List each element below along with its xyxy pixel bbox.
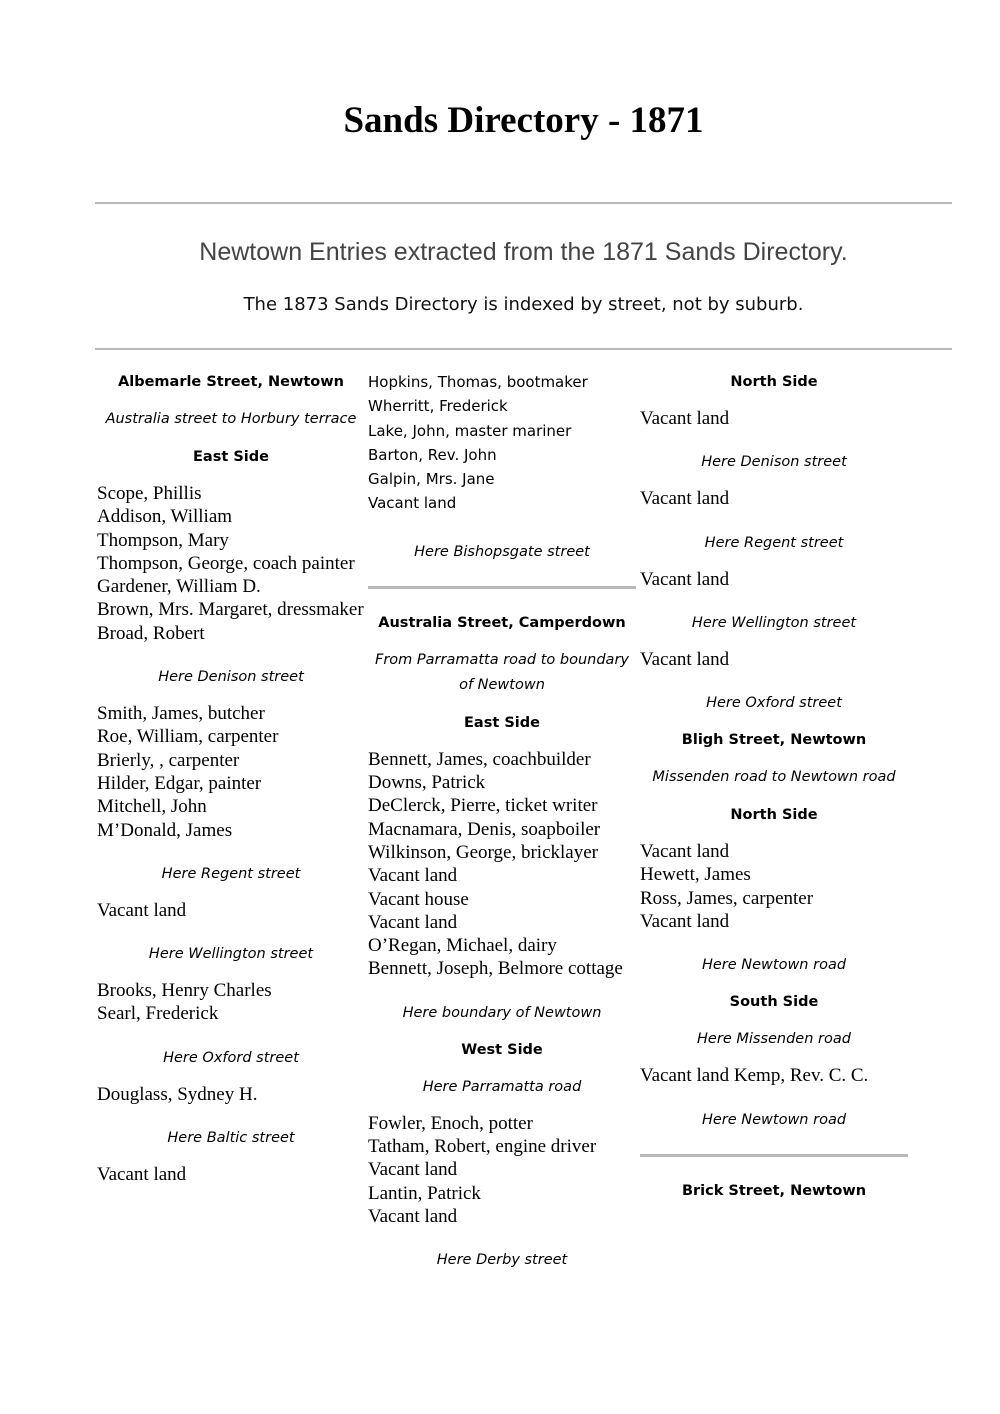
- entry-list: [640, 407, 908, 430]
- directory-entry: Vacant land: [640, 408, 730, 429]
- cross-street-marker: Here Wellington street: [148, 946, 314, 963]
- directory-entry: Vacant land: [97, 1164, 187, 1186]
- directory-entry: M’Donald, James: [97, 819, 233, 841]
- cross-street-marker: Here Newtown road: [701, 957, 847, 974]
- directory-entry: Fowler, Enoch, potter: [368, 1112, 533, 1134]
- directory-entry: Broad, Robert: [97, 622, 205, 644]
- directory-entry: Addison, William: [97, 506, 233, 528]
- directory-entry: Douglass, Sydney H.: [97, 1083, 258, 1105]
- directory-entry: Wilkinson, George, bricklayer: [368, 841, 598, 863]
- cross-street-marker: Here Newtown road: [701, 1111, 847, 1128]
- street-extent: From Parramatta road to boundary of Newtown: [374, 651, 629, 693]
- directory-entry: Tatham, Robert, engine driver: [368, 1136, 597, 1158]
- cross-street-marker: Here Wellington street: [691, 614, 857, 631]
- directory-entry: Hilder, Edgar, painter: [97, 772, 262, 794]
- entry-list: [368, 370, 636, 516]
- directory-entry: Lantin, Patrick: [368, 1182, 481, 1204]
- street-divider: [640, 1154, 908, 1157]
- street-extent: Australia street to Horbury terrace: [105, 411, 357, 427]
- directory-entry: Vacant land: [97, 899, 187, 921]
- header-rule: [95, 202, 952, 204]
- directory-entry: Vacant land: [368, 911, 458, 933]
- entry-list: [368, 1112, 636, 1228]
- side-heading: North Side: [730, 374, 818, 390]
- entry-list: [97, 482, 365, 645]
- entry-list: [97, 1163, 365, 1186]
- entry-list: [640, 840, 908, 933]
- street-heading: Brick Street, Newtown: [681, 1182, 867, 1199]
- directory-entry: Galpin, Mrs. Jane: [368, 470, 495, 489]
- street-extent: Missenden road to Newtown road: [652, 769, 896, 786]
- cross-street-marker: Here Parramatta road: [422, 1078, 582, 1095]
- column-3: [640, 370, 908, 1216]
- cross-street-marker: Here boundary of Newtown: [402, 1004, 602, 1021]
- directory-entry: Downs, Patrick: [368, 772, 486, 794]
- directory-entry: Vacant land Kemp, Rev. C. C.: [640, 1065, 869, 1087]
- directory-entry: Vacant land: [640, 841, 730, 863]
- page-subtitle: Newtown Entries extracted from the 1871 Sands Directory.: [199, 238, 848, 266]
- directory-entry: Searl, Frederick: [97, 1003, 219, 1025]
- directory-entry: Smith, James, butcher: [97, 703, 265, 725]
- street-heading: Bligh Street, Newtown: [681, 732, 867, 749]
- cross-street-marker: Here Denison street: [158, 669, 304, 686]
- entry-list: [640, 648, 908, 671]
- directory-entry: Brierly, , carpenter: [97, 749, 240, 771]
- directory-entry: Macnamara, Denis, soapboiler: [368, 818, 601, 840]
- directory-entry: Thompson, Mary: [97, 529, 229, 551]
- index-note: The 1873 Sands Directory is indexed by street, not by suburb.: [243, 294, 804, 315]
- directory-entry: Bennett, James, coachbuilder: [368, 748, 591, 770]
- directory-entry: Vacant land: [368, 865, 458, 887]
- directory-entry: Wherritt, Frederick: [368, 397, 508, 416]
- side-heading: West Side: [461, 1041, 543, 1058]
- entry-list: [640, 568, 908, 591]
- directory-entry: Vacant land: [640, 911, 730, 933]
- directory-entry: Brown, Mrs. Margaret, dressmaker: [97, 599, 364, 621]
- entry-list: [97, 979, 365, 1026]
- entry-list: [368, 748, 636, 981]
- side-heading: North Side: [730, 807, 818, 824]
- directory-entry: Brooks, Henry Charles: [97, 980, 272, 1002]
- directory-entry: Bennett, Joseph, Belmore cottage: [368, 958, 623, 980]
- directory-entry: Barton, Rev. John: [368, 445, 497, 464]
- side-heading: East Side: [464, 714, 540, 731]
- directory-entry: Vacant land: [368, 494, 457, 513]
- street-heading: Australia Street, Camperdown: [378, 614, 626, 631]
- directory-entry: Vacant land: [640, 488, 730, 510]
- entry-list: [640, 1064, 908, 1087]
- directory-entry: Vacant land: [368, 1159, 458, 1181]
- cross-street-marker: Here Derby street: [436, 1252, 568, 1269]
- directory-entry: Vacant land: [640, 568, 730, 590]
- cross-street-marker: Here Baltic street: [167, 1130, 295, 1147]
- cross-street-marker: Here Missenden road: [697, 1031, 851, 1048]
- directory-entry: Hewett, James: [640, 864, 751, 886]
- street-divider: [368, 586, 636, 589]
- directory-entry: O’Regan, Michael, dairy: [368, 935, 557, 957]
- entry-list: [97, 1083, 365, 1106]
- directory-entry: DeClerck, Pierre, ticket writer: [368, 795, 598, 817]
- directory-entry: Roe, William, carpenter: [97, 726, 279, 748]
- entry-list: [97, 702, 365, 842]
- page-title: Sands Directory - 1871: [343, 100, 704, 141]
- column-2: [368, 370, 636, 1285]
- cross-street-marker: Here Oxford street: [706, 695, 842, 712]
- directory-entry: Gardener, William D.: [97, 576, 261, 598]
- directory-entry: Vacant house: [368, 888, 469, 910]
- directory-entry: Thompson, George, coach painter: [97, 552, 355, 574]
- entry-list: [97, 899, 365, 922]
- directory-entry: Ross, James, carpenter: [640, 887, 814, 909]
- cross-street-marker: Here Bishopsgate street: [414, 543, 590, 560]
- side-heading: South Side: [729, 994, 819, 1011]
- directory-entry: Vacant land: [640, 648, 730, 670]
- cross-street-marker: Here Regent street: [704, 534, 844, 551]
- cross-street-marker: Here Denison street: [701, 454, 847, 471]
- directory-entry: Lake, John, master mariner: [368, 421, 572, 440]
- cross-street-marker: Here Oxford street: [163, 1049, 299, 1066]
- section-rule: [95, 348, 952, 350]
- directory-entry: Scope, Phillis: [97, 483, 202, 504]
- directory-entry: Hopkins, Thomas, bootmaker: [368, 373, 588, 391]
- directory-entry: Mitchell, John: [97, 796, 207, 818]
- cross-street-marker: Here Regent street: [161, 865, 301, 882]
- entry-list: [640, 487, 908, 510]
- column-1: [97, 370, 365, 1206]
- directory-entry: Vacant land: [368, 1205, 458, 1227]
- side-heading: East Side: [193, 449, 269, 465]
- street-heading: Albemarle Street, Newtown: [118, 374, 344, 390]
